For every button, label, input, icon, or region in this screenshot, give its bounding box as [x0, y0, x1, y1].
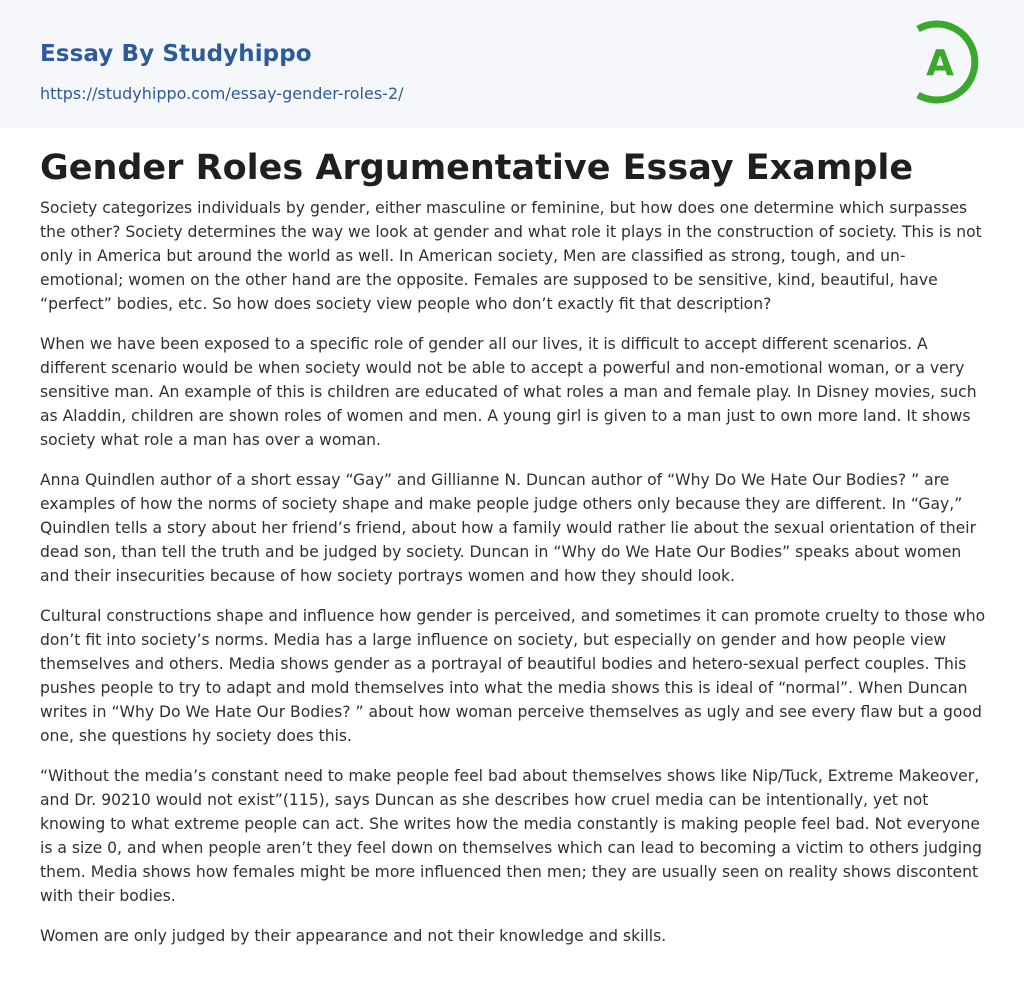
brand-title[interactable]: Essay By Studyhippo — [40, 41, 312, 67]
essay-paragraph: Cultural constructions shape and influence how gender is perceived, and sometimes it can promote cruelty to those who don’t fit into society’s norms. Media has a large influence on society, but especially on gender and how people view themselves and others. Media shows gender as a portrayal of beautiful bodies and hetero-sexual perfect couples. This pushes people to try to adapt and mold themselves into what the media shows this is ideal of “normal”. When Duncan writes in “Why Do We Hate Our Bodies? ” about how woman perceive themselves as ugly and see every flaw but a good one, she questions hy society does this. — [40, 607, 986, 745]
logo-letter: A — [926, 43, 954, 84]
logo-ring-icon — [906, 17, 990, 107]
studyhippo-logo[interactable] — [906, 17, 990, 107]
essay-paragraph: When we have been exposed to a specific role of gender all our lives, it is difficult to accept different scenarios. A different scenario would be when society would not be able to accept a powerful and non-emotional woman, or a very sensitive man. An example of this is children are educated of what roles a man and female play. In Disney movies, such as Aladdin, children are shown roles of women and men. A young girl is given to a man just to own more land. It shows society what role a man has over a woman. — [40, 335, 977, 449]
site-header — [0, 0, 1024, 128]
essay-body — [40, 196, 986, 948]
essay-content — [40, 128, 986, 964]
essay-paragraph: Society categorizes individuals by gender, either masculine or feminine, but how does one determine which surpasses the other? Society determines the way we look at gender and what role it plays in the construction of society. This is not only in America but around the world as well. In American society, Men are classified as strong, tough, and un-emotional; women on the other hand are the opposite. Females are supposed to be sensitive, kind, beautiful, have “perfect” bodies, etc. So how does society view people who don’t exactly fit that description? — [40, 199, 982, 313]
essay-url-link[interactable]: https://studyhippo.com/essay-gender-roles-2/ — [40, 84, 404, 103]
page-title: Gender Roles Argumentative Essay Example — [40, 148, 914, 188]
essay-paragraph: “Without the media’s constant need to make people feel bad about themselves shows like Nip/Tuck, Extreme Makeover, and Dr. 90210 would not exist”(115), says Duncan as she describes how cruel media can be intentionally, yet not knowing to what extreme people can act. She writes how the media constantly is making people feel bad. Not everyone is a size 0, and when people aren’t they feel down on themselves which can lead to becoming a victim to others judging them. Media shows how females might be more influenced then men; they are usually seen on reality shows discontent with their bodies. — [40, 767, 982, 905]
essay-paragraph: Women are only judged by their appearance and not their knowledge and skills. — [40, 927, 667, 945]
essay-paragraph: Anna Quindlen author of a short essay “Gay” and Gillianne N. Duncan author of “Why Do We Hate Our Bodies? ” are examples of how the norms of society shape and make people judge others only because they are different. In “Gay,” Quindlen tells a story about her friend’s friend, about how a family would rather lie about the sexual orientation of their dead son, than tell the truth and be judged by society. Duncan in “Why do We Hate Our Bodies” speaks about women and their insecurities because of how society portrays women and how they should look. — [40, 471, 977, 585]
